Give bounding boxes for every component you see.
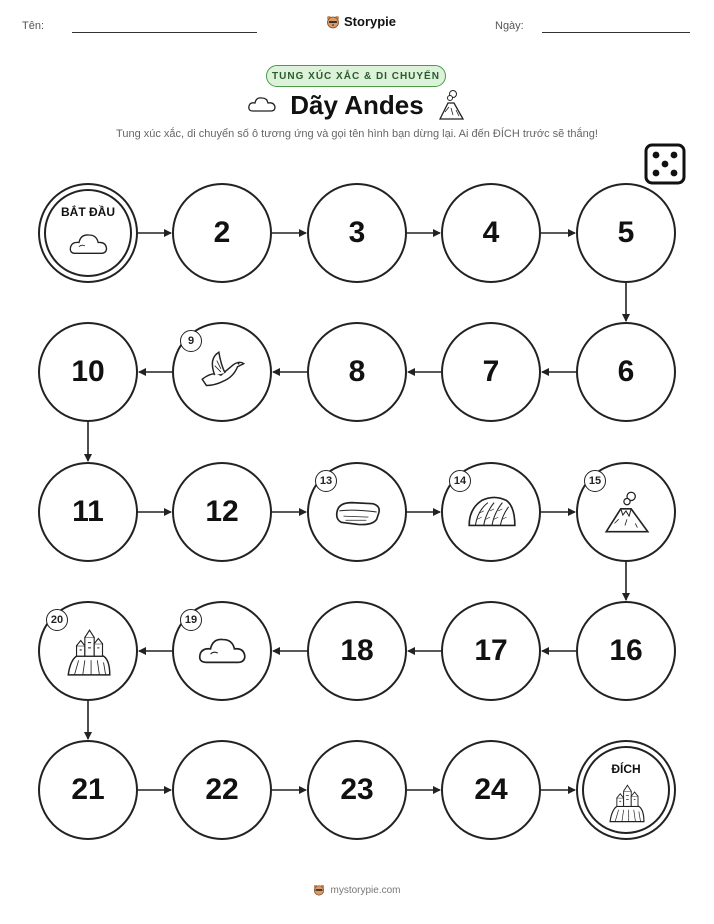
board-space-16[interactable] [576,601,676,701]
board-space-2[interactable] [172,183,272,283]
space-number: 10 [71,355,105,388]
cloud-icon [196,627,250,677]
board-space-18[interactable] [307,601,407,701]
space-number: 22 [205,773,239,806]
board-space-14[interactable] [441,462,541,562]
board-space-15[interactable] [576,462,676,562]
board-space-20[interactable] [38,601,138,701]
cloud-icon [66,225,112,265]
board-space-7[interactable] [441,322,541,422]
space-number: 12 [205,495,239,528]
board-space-23[interactable] [307,740,407,840]
board-space-13[interactable] [307,462,407,562]
instructions: Tung xúc xắc, di chuyển số ô tương ứng và gọi tên hình bạn dừng lại. Ai đến ĐÍCH trước sẽ thắng! [116,128,598,140]
space-number: 6 [617,355,635,388]
game-type-tag: TUNG XÚC XẮC & DI CHUYỂN [266,65,446,87]
board-space-9[interactable] [172,322,272,422]
space-number-badge: 9 [180,330,202,352]
brand-name: Storypie [344,14,397,29]
date-label: Ngày: [495,20,524,32]
board-space-21[interactable] [38,740,138,840]
volcano-icon [600,488,654,538]
finish-space[interactable] [576,740,676,840]
hilltop-village-icon [605,780,649,826]
space-number: 3 [348,216,366,249]
space-number: 7 [482,355,500,388]
space-number-badge: 19 [180,609,202,631]
board-space-11[interactable] [38,462,138,562]
board-space-17[interactable] [441,601,541,701]
board-space-5[interactable] [576,183,676,283]
finish-label: ĐÍCH [611,762,641,776]
space-number-badge: 14 [449,470,471,492]
space-number: 4 [482,216,500,249]
board-space-8[interactable] [307,322,407,422]
start-space[interactable] [38,183,138,283]
space-number-badge: 20 [46,609,68,631]
board-space-22[interactable] [172,740,272,840]
space-number: 23 [340,773,374,806]
space-number: 17 [474,634,508,667]
board-space-19[interactable] [172,601,272,701]
space-number: 24 [474,773,508,806]
space-number: 8 [348,355,366,388]
board-space-6[interactable] [576,322,676,422]
space-number: 2 [213,216,231,249]
name-label: Tên: [22,20,45,32]
board-space-3[interactable] [307,183,407,283]
board-space-4[interactable] [441,183,541,283]
space-number: 21 [71,773,105,806]
space-number: 5 [617,216,635,249]
bear-mascot-icon [313,884,325,896]
hilltop-village-icon [62,627,116,677]
bird-icon [196,348,250,398]
space-number: 18 [340,634,374,667]
space-number: 11 [72,495,104,528]
board-space-12[interactable] [172,462,272,562]
rock-layers-icon [465,488,519,538]
stone-slab-icon [331,488,385,538]
page-title: Dãy Andes [290,90,424,120]
space-number-badge: 15 [584,470,606,492]
start-label: BẮT ĐẦU [61,205,115,219]
footer [0,884,714,896]
space-number-badge: 13 [315,470,337,492]
space-number: 16 [609,634,643,667]
board-space-24[interactable] [441,740,541,840]
footer-url: mystorypie.com [330,884,401,896]
board-space-10[interactable] [38,322,138,422]
